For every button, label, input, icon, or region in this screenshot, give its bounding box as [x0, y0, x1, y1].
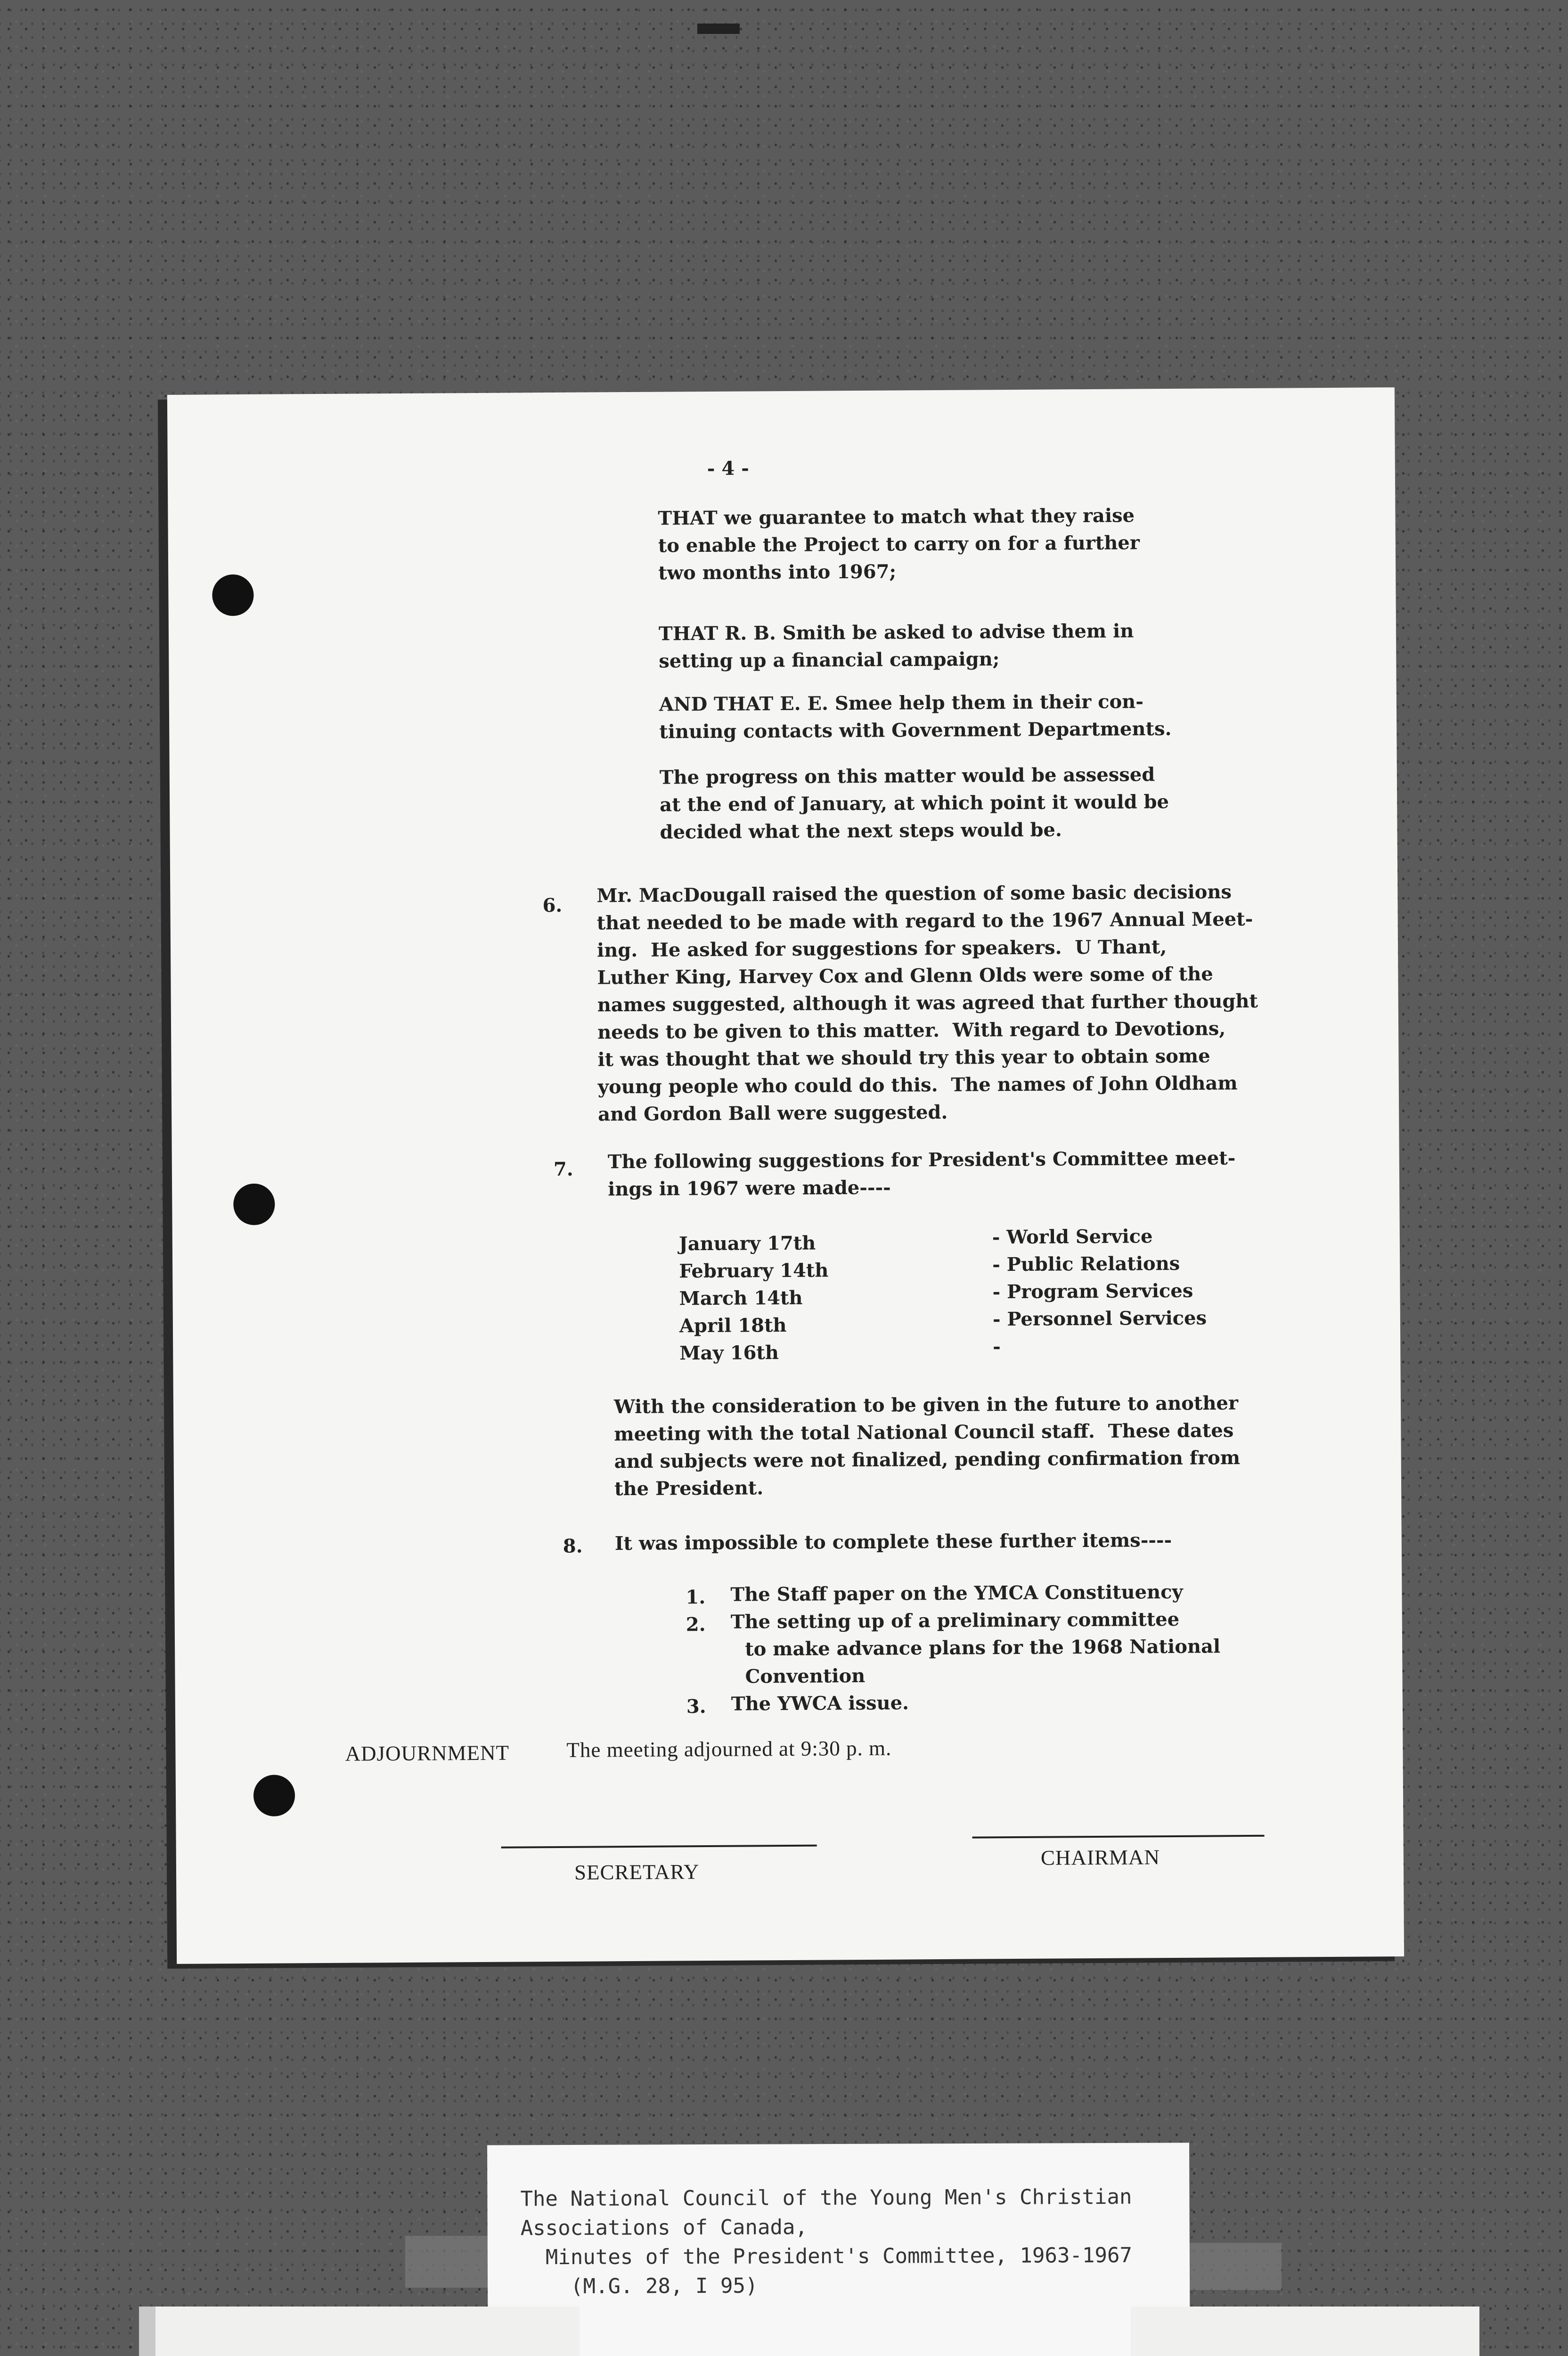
secretary-signature-line: [501, 1845, 817, 1849]
resolution-block: [167, 387, 1395, 843]
archive-label-line: The National Council of the Young Men's Christian: [520, 2184, 1132, 2211]
meeting-date: April 18th: [679, 1314, 787, 1337]
meeting-date: March 14th: [679, 1286, 803, 1310]
chairman-signature-line: [972, 1835, 1265, 1839]
item-7-followup-line: With the consideration to be given in the future to another: [613, 1392, 1239, 1418]
resolution-line: tinuing contacts with Government Departments.: [659, 717, 1172, 743]
item-6-line: and Gordon Ball were suggested.: [598, 1101, 948, 1126]
item-8-list-number: 1.: [686, 1586, 706, 1609]
item-7-line: ings in 1967 were made----: [608, 1176, 891, 1201]
document-page: [167, 387, 1404, 1964]
item-8-list-number: 2.: [686, 1613, 706, 1636]
item-8-list-text: The setting up of a preliminary committee: [730, 1608, 1180, 1633]
tape-strip: [1187, 2243, 1282, 2290]
resolution-line: THAT we guarantee to match what they raise: [658, 504, 1135, 530]
adjournment-text: The meeting adjourned at 9:30 p. m.: [566, 1736, 892, 1762]
item-6-number: 6.: [542, 894, 563, 917]
plate-notch: [580, 2302, 1131, 2356]
item-7-line: The following suggestions for President's Committee meet-: [607, 1147, 1236, 1173]
item-7-followup-line: and subjects were not finalized, pending confirmation from: [614, 1447, 1241, 1473]
meeting-date: May 16th: [679, 1342, 779, 1365]
resolution-line: THAT R. B. Smith be asked to advise them in: [658, 620, 1134, 645]
meeting-subject: - Public Relations: [992, 1252, 1180, 1276]
archives-plate: [139, 2307, 1479, 2356]
resolution-line: The progress on this matter would be assessed: [659, 763, 1155, 789]
punch-hole: [212, 574, 254, 616]
resolution-line: AND THAT E. E. Smee help them in their con-: [659, 690, 1144, 716]
adjournment-label: ADJOURNMENT: [345, 1741, 510, 1766]
resolution-line: decided what the next steps would be.: [660, 818, 1062, 843]
item-6-line: needs to be given to this matter. With regard to Devotions,: [597, 1017, 1226, 1044]
item-8-list-text: to make advance plans for the 1968 National: [744, 1635, 1221, 1661]
item-6-line: that needed to be made with regard to the 1967 Annual Meet-: [596, 908, 1253, 934]
resolution-line: at the end of January, at which point it would be: [660, 791, 1169, 816]
item-6-line: Mr. MacDougall raised the question of some basic decisions: [596, 881, 1232, 907]
meeting-subject: - World Service: [992, 1225, 1153, 1249]
item-8-list-text: Convention: [745, 1664, 866, 1688]
item-8-number: 8.: [563, 1535, 583, 1557]
item-8-list-number: 3.: [686, 1695, 706, 1718]
meeting-subject: -: [993, 1335, 1001, 1358]
resolution-line: to enable the Project to carry on for a further: [658, 532, 1140, 557]
archive-label-line: Associations of Canada,: [520, 2215, 808, 2241]
resolution-line: setting up a financial campaign;: [659, 648, 1000, 672]
meeting-subject: - Program Services: [992, 1279, 1193, 1303]
punch-hole: [233, 1184, 275, 1226]
item-6-line: Luther King, Harvey Cox and Glenn Olds were some of the: [597, 963, 1213, 989]
item-6-line: young people who could do this. The names of John Oldham: [597, 1072, 1238, 1098]
meeting-date: January 17th: [678, 1232, 816, 1255]
item-8-list-text: The Staff paper on the YMCA Constituency: [730, 1580, 1183, 1606]
item-7-followup-line: meeting with the total National Council staff. These dates: [614, 1419, 1234, 1446]
item-8-intro: It was impossible to complete these further items----: [614, 1529, 1172, 1555]
resolution-line: two months into 1967;: [658, 560, 897, 584]
secretary-label: SECRETARY: [574, 1860, 700, 1884]
item-6-line: names suggested, although it was agreed that further thought: [597, 990, 1258, 1016]
tape-strip: [697, 24, 740, 34]
tape-strip: [405, 2236, 490, 2288]
chairman-label: CHAIRMAN: [1040, 1845, 1160, 1870]
item-6-line: it was thought that we should try this year to obtain some: [597, 1045, 1210, 1071]
meeting-subject: - Personnel Services: [992, 1307, 1207, 1331]
meeting-date: February 14th: [679, 1259, 829, 1283]
item-8-list-text: The YWCA issue.: [731, 1692, 909, 1715]
archive-label-line: (M.G. 28, I 95): [521, 2274, 758, 2299]
item-7-number: 7.: [553, 1158, 573, 1181]
punch-hole: [253, 1775, 295, 1816]
page-number: - 4 -: [707, 457, 749, 480]
item-7-followup-line: the President.: [614, 1477, 764, 1500]
item-6-line: ing. He asked for suggestions for speakers. U Thant,: [596, 936, 1167, 962]
archive-label-line: Minutes of the President's Committee, 1963-1967: [520, 2243, 1132, 2270]
